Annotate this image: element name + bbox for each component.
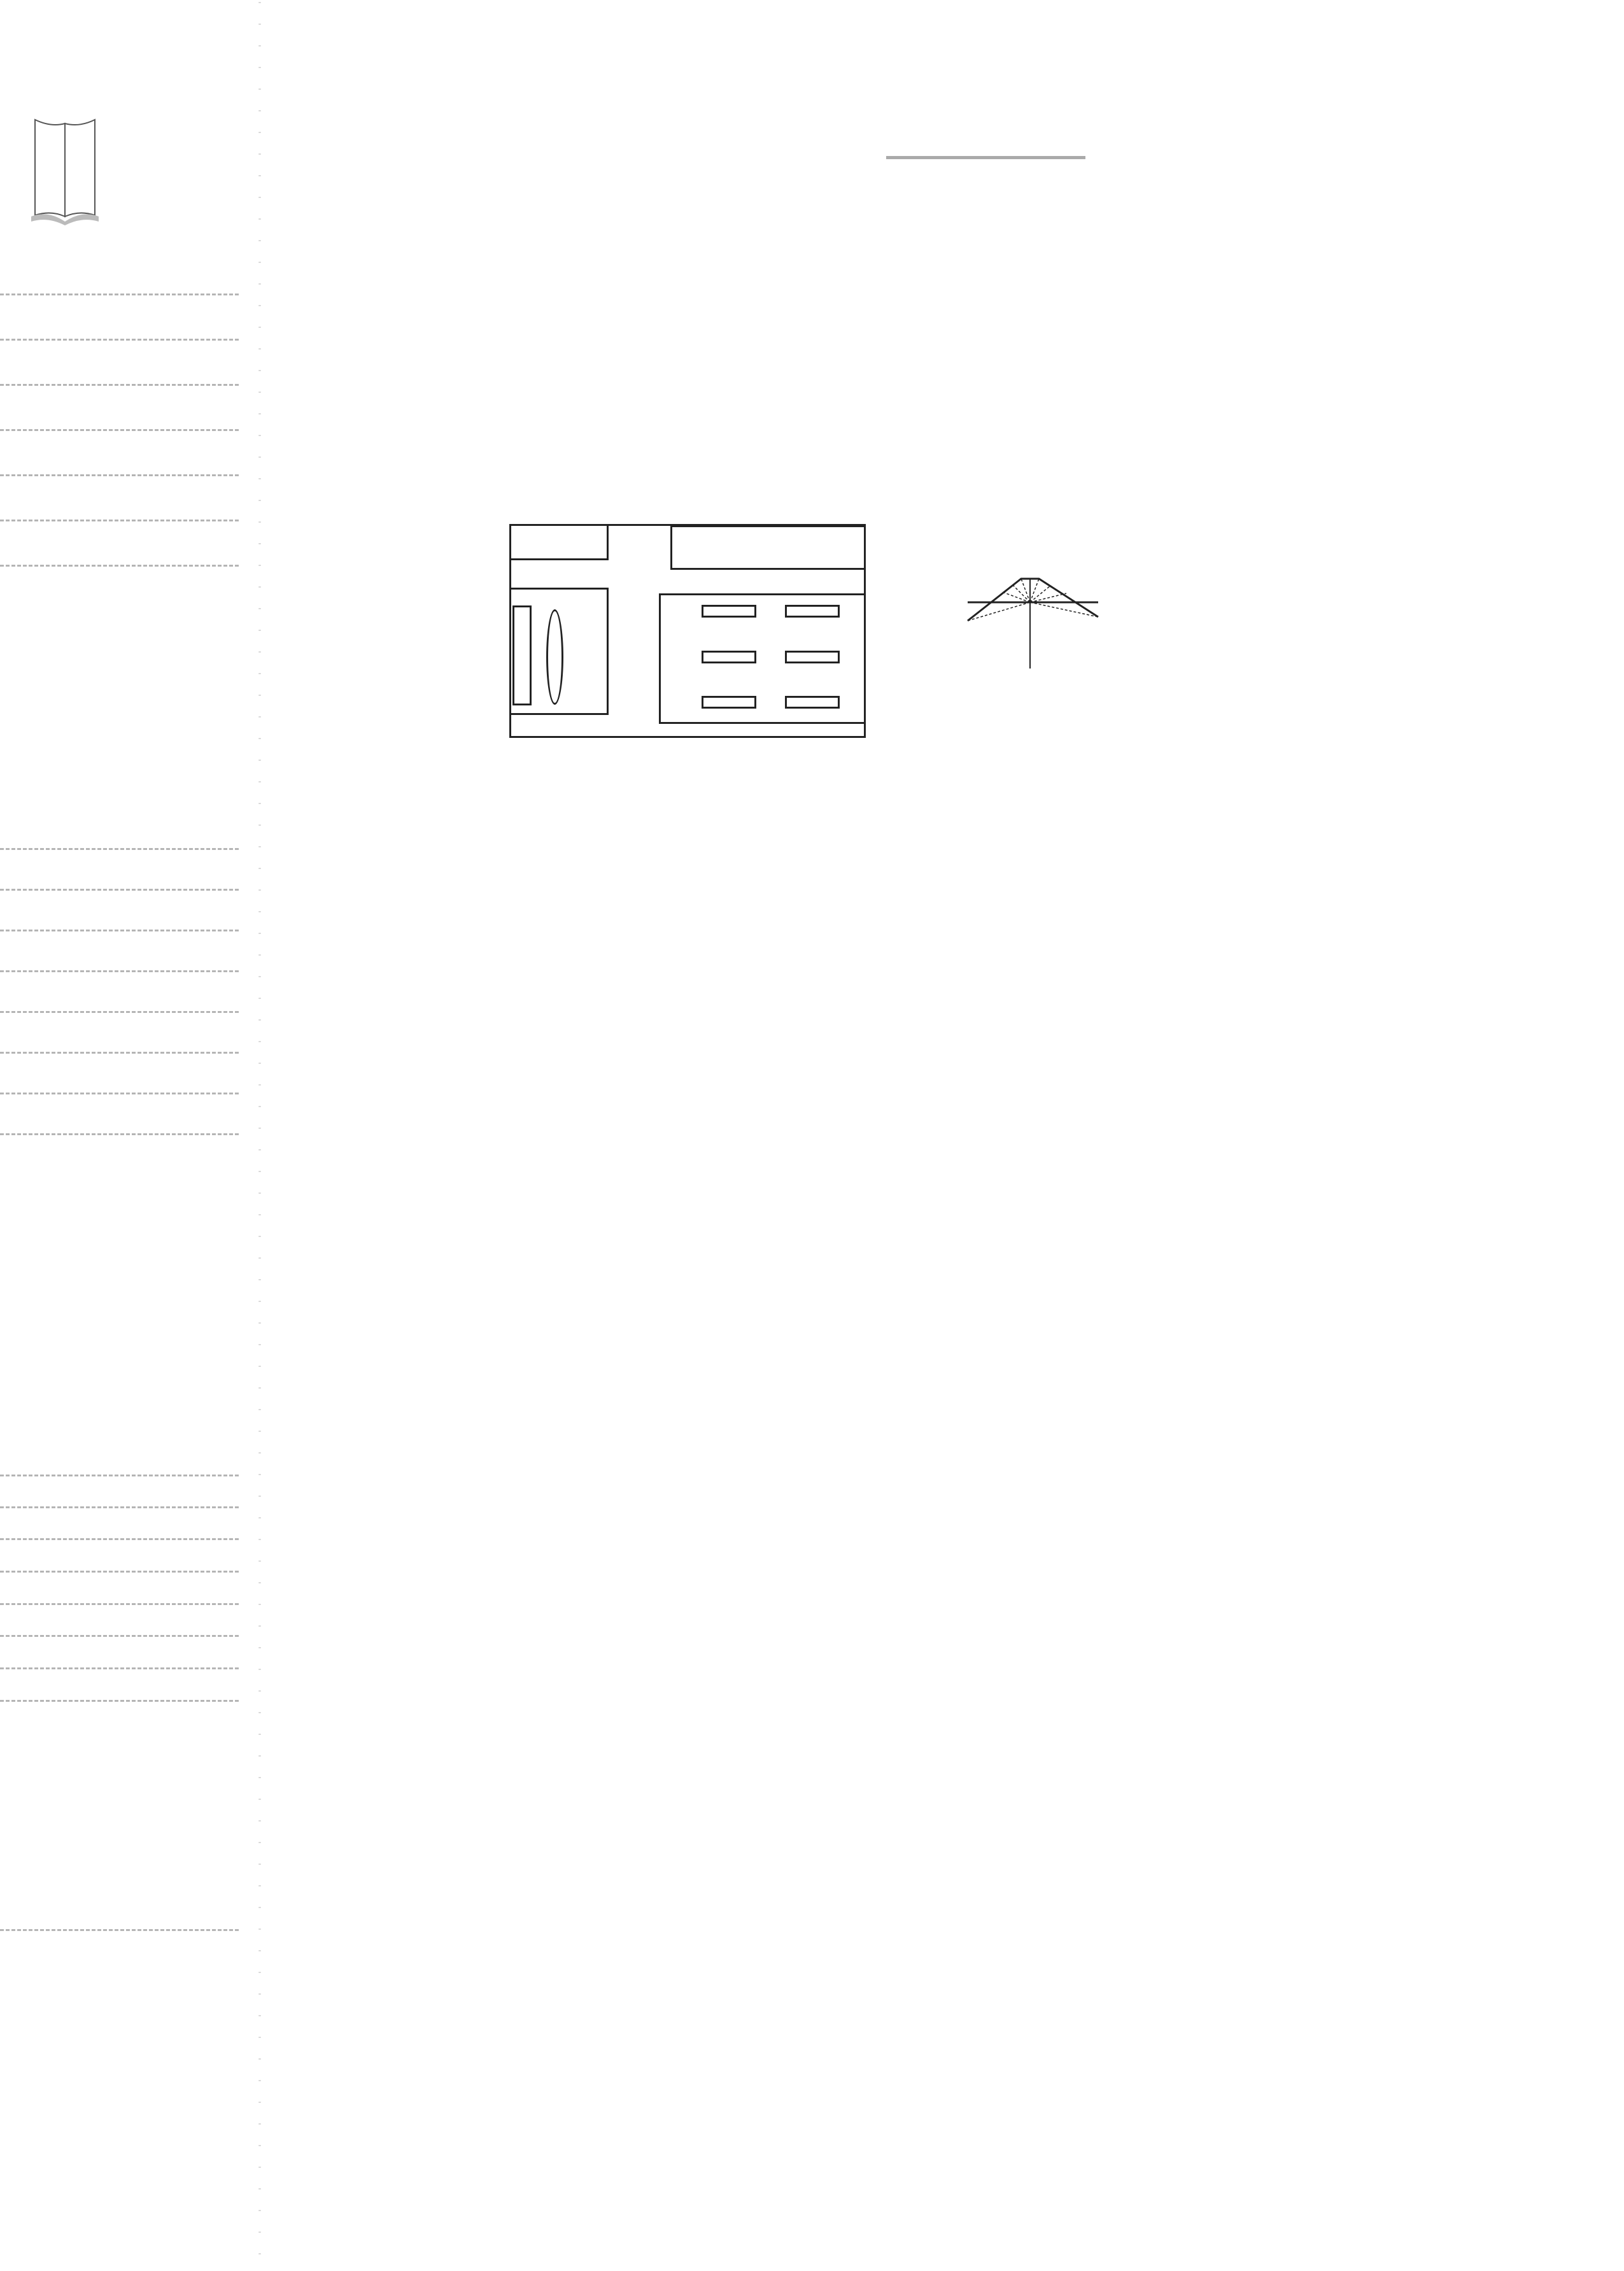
- hospital-block: [509, 524, 609, 560]
- note-line: [0, 1635, 239, 1637]
- logo-book: [29, 115, 102, 226]
- margin-divider: [258, 0, 262, 2271]
- building: [702, 651, 756, 663]
- note-line: [0, 339, 239, 341]
- note-line: [0, 1133, 239, 1135]
- note-line: [0, 1538, 239, 1540]
- note-line: [0, 384, 239, 386]
- note-line: [0, 1603, 239, 1605]
- note-line: [0, 520, 239, 521]
- garden-ellipse: [546, 609, 563, 705]
- flag-platform-block: [670, 525, 866, 570]
- header-rule: [886, 156, 1085, 159]
- pool-block: [512, 605, 532, 705]
- note-line: [0, 970, 239, 972]
- note-line: [0, 1052, 239, 1054]
- note-line: [0, 474, 239, 476]
- note-line: [0, 1700, 239, 1702]
- note-line: [0, 1011, 239, 1013]
- building: [785, 651, 840, 663]
- note-line: [0, 889, 239, 891]
- note-line: [0, 1929, 239, 1931]
- note-line: [0, 848, 239, 850]
- note-line: [0, 1093, 239, 1094]
- note-line: [0, 294, 239, 295]
- shadow-trace-diagram: [955, 560, 1108, 675]
- building: [785, 605, 840, 618]
- note-line: [0, 565, 239, 567]
- building: [785, 696, 840, 709]
- note-line: [0, 930, 239, 931]
- note-line: [0, 429, 239, 431]
- building: [702, 696, 756, 709]
- building: [702, 605, 756, 618]
- note-line: [0, 1475, 239, 1476]
- note-line: [0, 1667, 239, 1669]
- note-line: [0, 1506, 239, 1508]
- book-icon: [29, 115, 102, 226]
- note-line: [0, 1571, 239, 1573]
